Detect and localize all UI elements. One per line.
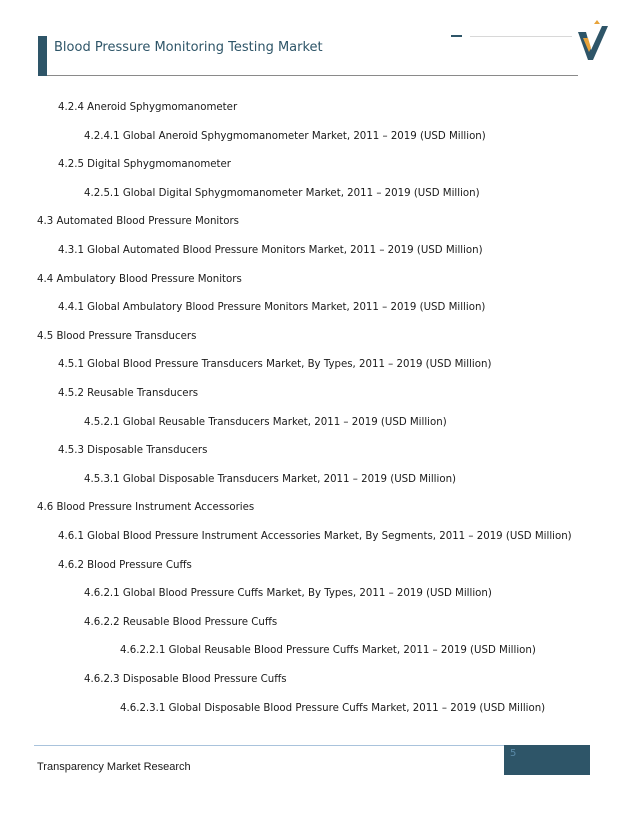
header-dash-mark [451, 35, 462, 37]
toc-entry: 4.3 Automated Blood Pressure Monitors [37, 216, 239, 228]
toc-entry: 4.2.4 Aneroid Sphygmomanometer [58, 102, 238, 113]
header-accent-bar [38, 36, 47, 76]
header-thin-rule [470, 36, 572, 37]
toc-entry: 4.2.5 Digital Sphygmomanometer [58, 159, 231, 171]
header-divider [47, 75, 578, 76]
toc-entry: 4.6.2.2 Reusable Blood Pressure Cuffs [84, 616, 278, 628]
toc-entry: 4.6.2.3 Disposable Blood Pressure Cuffs [84, 674, 287, 685]
footer-divider [34, 745, 504, 746]
document-title: Blood Pressure Monitoring Testing Market [54, 40, 323, 55]
toc-entry: 4.6.2.3.1 Global Disposable Blood Pressure Cuffs Market, 2011 – 2019 (USD Million) [120, 702, 546, 714]
toc-entry: 4.5.2.1 Global Reusable Transducers Market, 2011 – 2019 (USD Million) [84, 416, 447, 428]
page-number-box [504, 745, 590, 775]
toc-entry: 4.2.5.1 Global Digital Sphygmomanometer Market, 2011 – 2019 (USD Million) [84, 187, 480, 199]
toc-entry: 4.6.1 Global Blood Pressure Instrument Accessories Market, By Segments, 2011 – 2019 (USD Million) [58, 531, 572, 542]
toc-entry: 4.5.3 Disposable Transducers [58, 445, 208, 457]
toc-entry: 4.5.1 Global Blood Pressure Transducers Market, By Types, 2011 – 2019 (USD Million) [58, 359, 492, 371]
toc-entry: 4.6.2 Blood Pressure Cuffs [58, 559, 192, 571]
toc-entry: 4.4 Ambulatory Blood Pressure Monitors [37, 273, 242, 285]
toc-entry: 4.6.2.1 Global Blood Pressure Cuffs Market, By Types, 2011 – 2019 (USD Million) [84, 588, 492, 600]
footer-company-name: Transparency Market Research [37, 761, 191, 773]
toc-entry: 4.5.2 Reusable Transducers [58, 388, 199, 399]
toc-entry: 4.5.3.1 Global Disposable Transducers Market, 2011 – 2019 (USD Million) [84, 473, 457, 485]
toc-entry: 4.6 Blood Pressure Instrument Accessories [37, 502, 255, 514]
toc-entry: 4.5 Blood Pressure Transducers [37, 330, 197, 342]
page-number: 5 [510, 748, 517, 759]
toc-entry: 4.3.1 Global Automated Blood Pressure Monitors Market, 2011 – 2019 (USD Million) [58, 245, 483, 256]
check-mark-logo-icon [574, 20, 610, 62]
toc-entry: 4.2.4.1 Global Aneroid Sphygmomanometer Market, 2011 – 2019 (USD Million) [84, 130, 486, 142]
toc-entry: 4.6.2.2.1 Global Reusable Blood Pressure Cuffs Market, 2011 – 2019 (USD Million) [120, 645, 536, 657]
toc-entry: 4.4.1 Global Ambulatory Blood Pressure Monitors Market, 2011 – 2019 (USD Million) [58, 302, 486, 314]
